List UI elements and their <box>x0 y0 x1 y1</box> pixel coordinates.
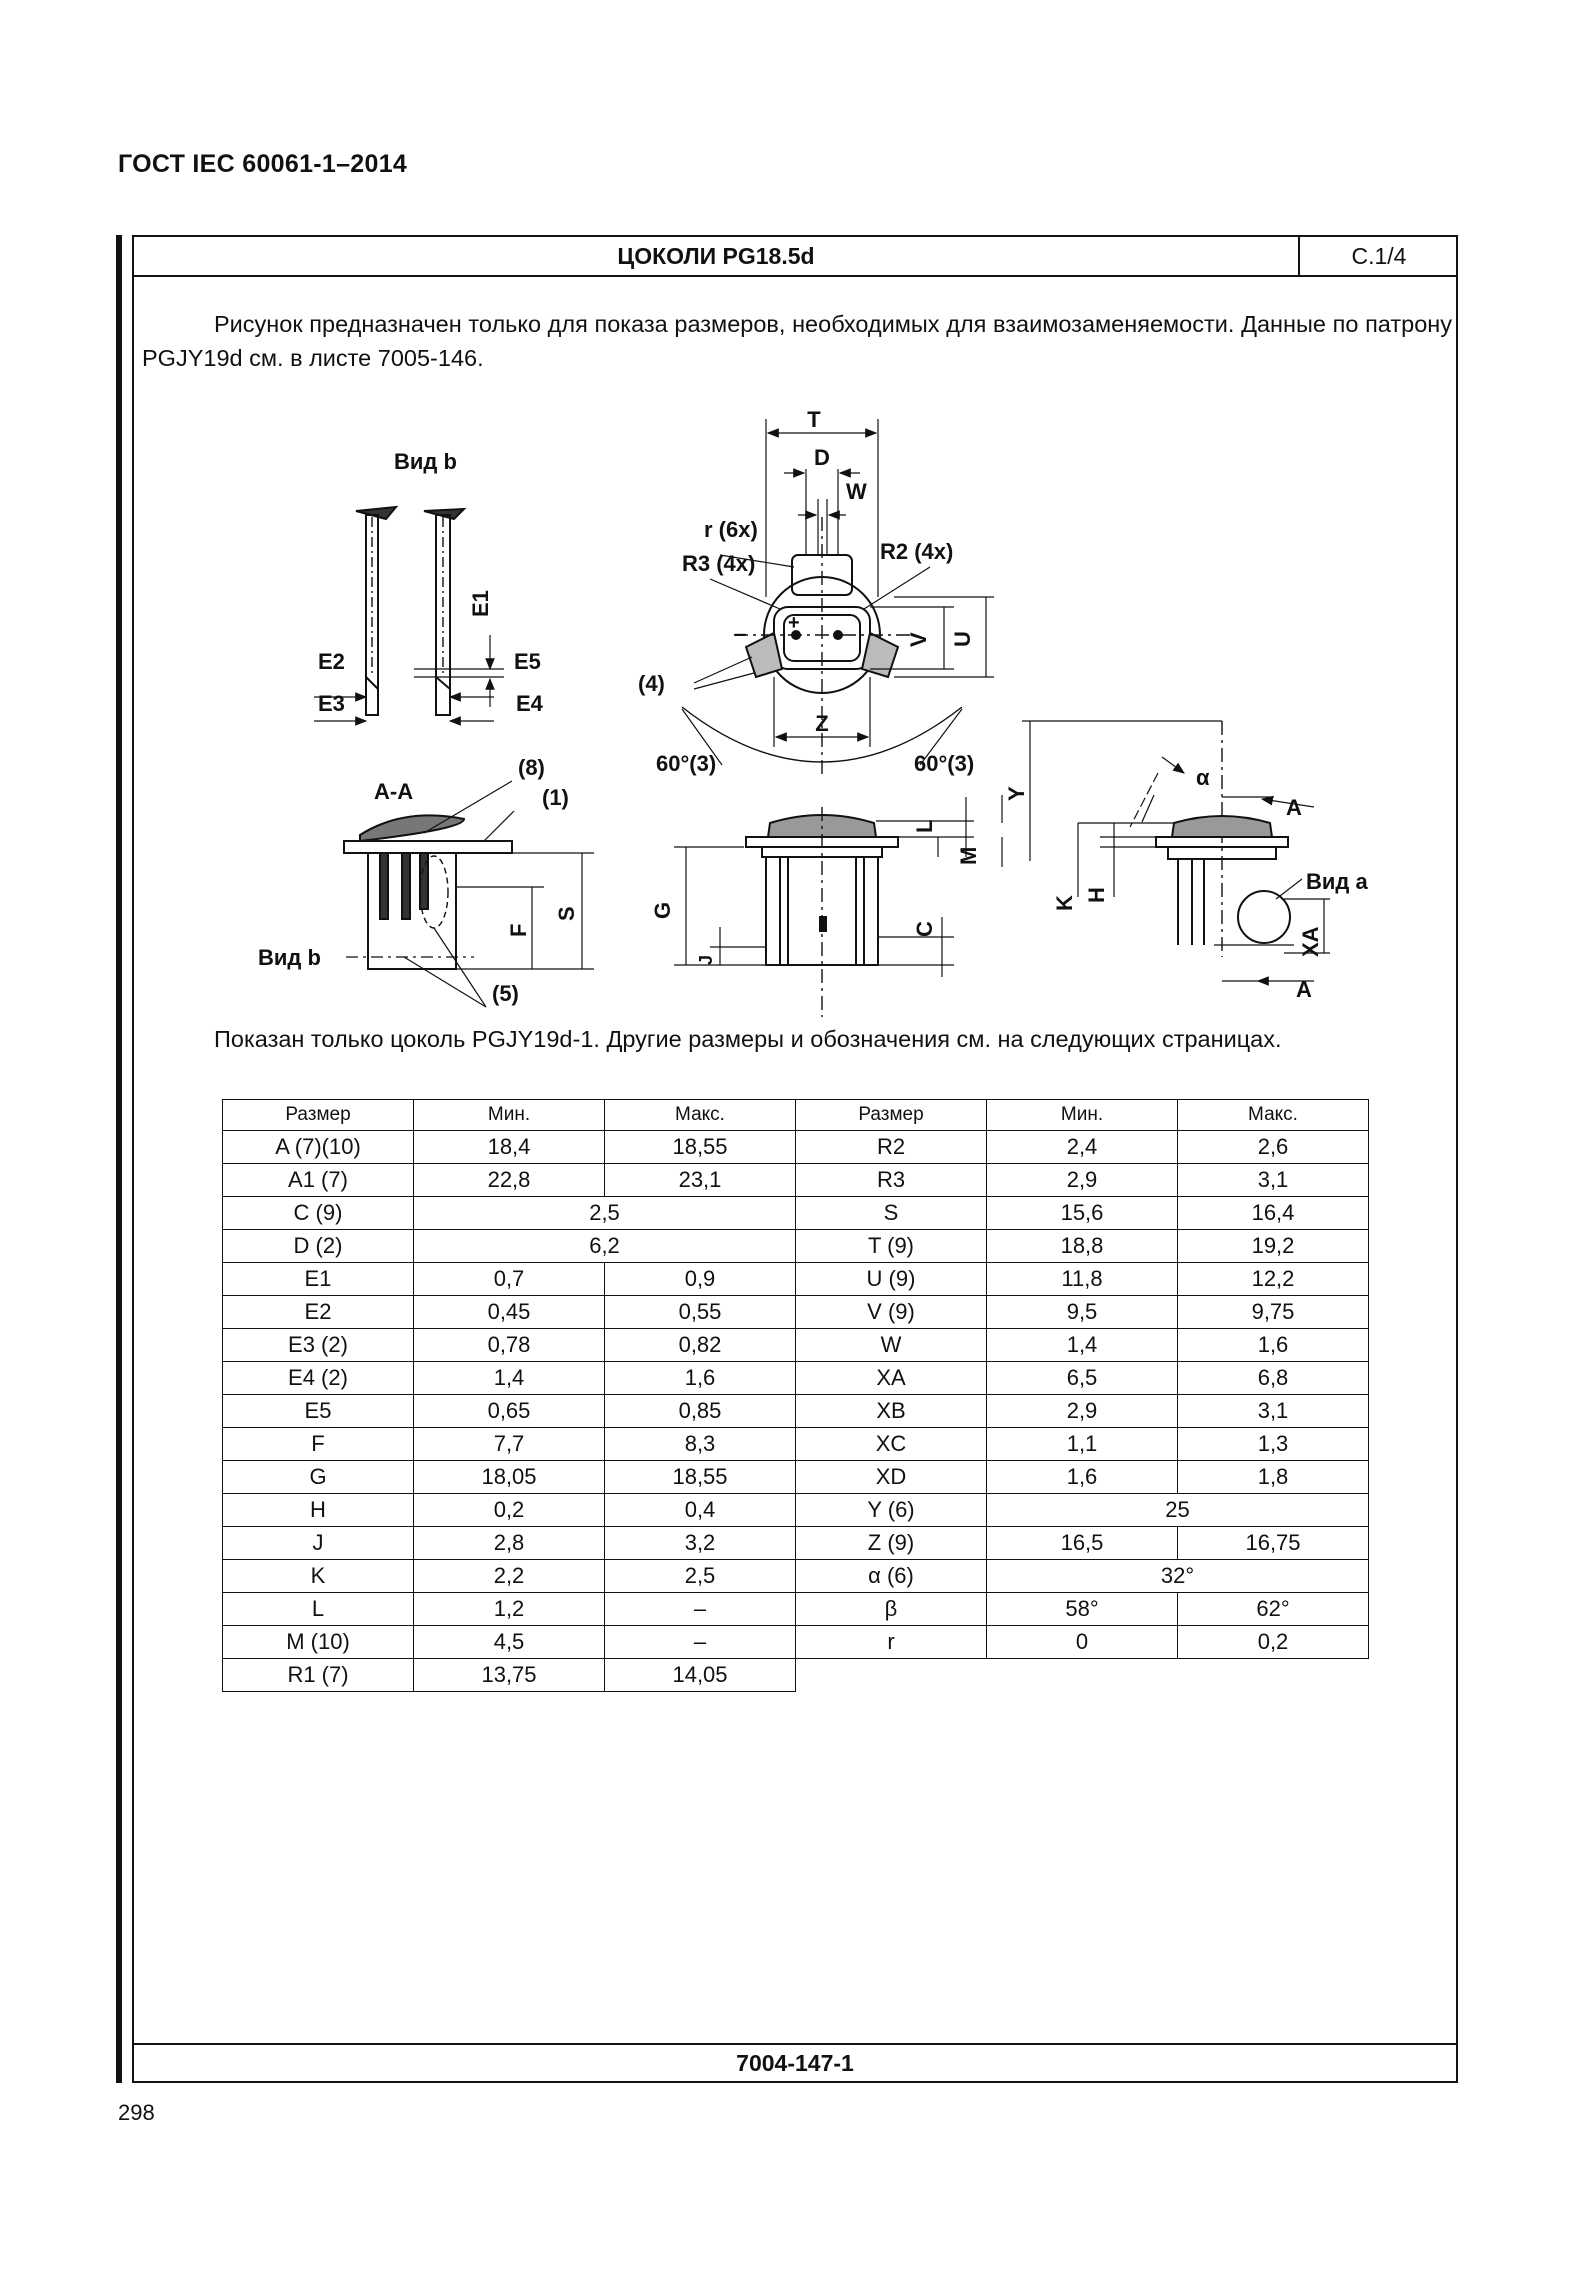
sheet-page: С.1/4 <box>1351 243 1407 269</box>
base-side-view <box>674 795 1002 1017</box>
column-header: Макс. <box>1178 1100 1369 1131</box>
cell-right: 9,75 <box>1178 1296 1369 1329</box>
cell-right: 2,9 <box>987 1395 1178 1428</box>
cell-right: 62° <box>1178 1593 1369 1626</box>
document-code: ГОСТ IEC 60061-1–2014 <box>118 150 408 178</box>
cell-left: 0,9 <box>605 1263 796 1296</box>
cell-left: 0,78 <box>414 1329 605 1362</box>
sheet-code: 7004-147-1 <box>134 2043 1456 2081</box>
cell-left: – <box>605 1626 796 1659</box>
table-row <box>223 1329 1369 1362</box>
cell-left: H <box>223 1494 414 1527</box>
cell-left: 8,3 <box>605 1428 796 1461</box>
label-60-right: 60°(3) <box>914 751 975 776</box>
cell-left: 0,55 <box>605 1296 796 1329</box>
cell-right: S <box>796 1197 987 1230</box>
cell-left: 0,4 <box>605 1494 796 1527</box>
label-60-left: 60°(3) <box>656 751 717 776</box>
cell-left: 7,7 <box>414 1428 605 1461</box>
label-8: (8) <box>518 755 545 780</box>
label-R2: R2 (4x) <box>880 539 954 564</box>
table-row <box>223 1560 1369 1593</box>
cell-left: 2,2 <box>414 1560 605 1593</box>
cell-right: 19,2 <box>1178 1230 1369 1263</box>
cell-left: C (9) <box>223 1197 414 1230</box>
table-row <box>223 1527 1369 1560</box>
cell-right: 25 <box>987 1494 1369 1527</box>
dimensions-table <box>222 1099 1369 1692</box>
cell-left: G <box>223 1461 414 1494</box>
cell-left: 1,6 <box>605 1362 796 1395</box>
cell-right: r <box>796 1626 987 1659</box>
cell-right: U (9) <box>796 1263 987 1296</box>
label-C: C <box>912 921 937 937</box>
label-H: H <box>1084 887 1109 903</box>
cell-left: 13,75 <box>414 1659 605 1692</box>
cell-left: 18,4 <box>414 1131 605 1164</box>
table-row <box>223 1659 1369 1692</box>
cell-right: 1,8 <box>1178 1461 1369 1494</box>
label-T: T <box>807 407 821 432</box>
label-D: D <box>814 445 830 470</box>
cell-left: 0,45 <box>414 1296 605 1329</box>
base-right-view <box>1022 721 1330 981</box>
table-row <box>223 1494 1369 1527</box>
label-E2: E2 <box>318 649 345 674</box>
table-row <box>223 1626 1369 1659</box>
cell-right <box>1178 1659 1369 1692</box>
label-vid-a: Вид a <box>1306 869 1368 894</box>
cell-right: V (9) <box>796 1296 987 1329</box>
cell-left: D (2) <box>223 1230 414 1263</box>
label-E4: E4 <box>516 691 543 716</box>
cell-left: – <box>605 1593 796 1626</box>
cell-left: 1,2 <box>414 1593 605 1626</box>
cell-left: 18,05 <box>414 1461 605 1494</box>
cell-left: R1 (7) <box>223 1659 414 1692</box>
label-A-top: A <box>1286 795 1302 820</box>
cell-left: E4 (2) <box>223 1362 414 1395</box>
label-K: K <box>1052 895 1077 911</box>
sheet-frame <box>132 235 1458 2083</box>
cell-right: XC <box>796 1428 987 1461</box>
cell-left: K <box>223 1560 414 1593</box>
cell-right: 2,6 <box>1178 1131 1369 1164</box>
cell-left: 0,82 <box>605 1329 796 1362</box>
cell-right: XB <box>796 1395 987 1428</box>
cell-right: 1,3 <box>1178 1428 1369 1461</box>
section-a-a <box>344 781 594 1007</box>
label-E1: E1 <box>468 590 493 617</box>
technical-drawing <box>134 237 1456 1027</box>
table-row <box>223 1428 1369 1461</box>
column-header: Макс. <box>605 1100 796 1131</box>
table-header-row <box>223 1100 1369 1131</box>
cell-right: 1,6 <box>1178 1329 1369 1362</box>
cell-left: L <box>223 1593 414 1626</box>
label-V: V <box>906 632 931 647</box>
cell-left: 23,1 <box>605 1164 796 1197</box>
cell-left: 0,65 <box>414 1395 605 1428</box>
cell-left: E2 <box>223 1296 414 1329</box>
cell-left: E3 (2) <box>223 1329 414 1362</box>
cell-right: 15,6 <box>987 1197 1178 1230</box>
label-4: (4) <box>638 671 665 696</box>
cell-right: 2,9 <box>987 1164 1178 1197</box>
label-G: G <box>650 901 675 919</box>
cell-right: 1,6 <box>987 1461 1178 1494</box>
cell-right: 3,1 <box>1178 1395 1369 1428</box>
cell-left: E5 <box>223 1395 414 1428</box>
cell-right: 16,75 <box>1178 1527 1369 1560</box>
cell-right: 58° <box>987 1593 1178 1626</box>
column-header: Размер <box>223 1100 414 1131</box>
label-W: W <box>846 479 867 504</box>
label-J: J <box>696 954 716 965</box>
drawing-labels <box>258 407 1368 1006</box>
label-Z: Z <box>815 711 829 736</box>
cell-left: J <box>223 1527 414 1560</box>
cell-left: 0,2 <box>414 1494 605 1527</box>
label-1: (1) <box>542 785 569 810</box>
cell-right: R2 <box>796 1131 987 1164</box>
cell-right: β <box>796 1593 987 1626</box>
cell-left: 3,2 <box>605 1527 796 1560</box>
cell-left: 6,2 <box>414 1230 796 1263</box>
cell-right: 16,4 <box>1178 1197 1369 1230</box>
column-header: Мин. <box>414 1100 605 1131</box>
cell-right: 6,8 <box>1178 1362 1369 1395</box>
column-header: Размер <box>796 1100 987 1131</box>
cell-right: 12,2 <box>1178 1263 1369 1296</box>
cell-right: 2,4 <box>987 1131 1178 1164</box>
cell-left: A1 (7) <box>223 1164 414 1197</box>
cell-right: 3,1 <box>1178 1164 1369 1197</box>
cell-right: XD <box>796 1461 987 1494</box>
cell-left: 4,5 <box>414 1626 605 1659</box>
label-XA: XA <box>1298 926 1323 957</box>
label-plus: + <box>788 612 800 634</box>
label-A-bottom: A <box>1296 977 1312 1002</box>
page-number: 298 <box>118 2100 155 2125</box>
cell-right: 11,8 <box>987 1263 1178 1296</box>
cell-right: 1,4 <box>987 1329 1178 1362</box>
table-row <box>223 1131 1369 1164</box>
cell-left: E1 <box>223 1263 414 1296</box>
label-vid-b-2: Вид b <box>258 945 321 970</box>
cell-left: 22,8 <box>414 1164 605 1197</box>
cell-left: A (7)(10) <box>223 1131 414 1164</box>
change-bar <box>116 235 122 2083</box>
cell-left: 18,55 <box>605 1131 796 1164</box>
cell-right: 18,8 <box>987 1230 1178 1263</box>
table-row <box>223 1593 1369 1626</box>
table-row <box>223 1395 1369 1428</box>
table-row <box>223 1197 1369 1230</box>
table-row <box>223 1164 1369 1197</box>
cell-right: 0,2 <box>1178 1626 1369 1659</box>
table-row <box>223 1362 1369 1395</box>
cell-left: F <box>223 1428 414 1461</box>
label-Y: Y <box>1004 786 1029 801</box>
cell-right: 16,5 <box>987 1527 1178 1560</box>
label-E3: E3 <box>318 691 345 716</box>
cell-right: 9,5 <box>987 1296 1178 1329</box>
note-paragraph <box>142 1022 1452 1056</box>
cell-right: R3 <box>796 1164 987 1197</box>
cell-left: M (10) <box>223 1626 414 1659</box>
cell-right: α (6) <box>796 1560 987 1593</box>
label-S: S <box>554 906 579 921</box>
cell-left: 1,4 <box>414 1362 605 1395</box>
label-L: L <box>912 819 937 833</box>
cell-left: 14,05 <box>605 1659 796 1692</box>
cell-right: 32° <box>987 1560 1369 1593</box>
label-R3: R3 (4x) <box>682 551 756 576</box>
cell-right: Y (6) <box>796 1494 987 1527</box>
label-alpha: α <box>1196 765 1210 790</box>
sheet-title: ЦОКОЛИ PG18.5d <box>134 237 1300 275</box>
cell-right <box>987 1659 1178 1692</box>
cell-left: 0,7 <box>414 1263 605 1296</box>
cell-left: 2,5 <box>414 1197 796 1230</box>
label-vid-b: Вид b <box>394 449 457 474</box>
cell-right <box>796 1659 987 1692</box>
label-E5: E5 <box>514 649 541 674</box>
note-text: Показан только цоколь PGJY19d-1. Другие размеры и обозначения см. на следующих страницах. <box>214 1026 1282 1052</box>
cell-right: 6,5 <box>987 1362 1178 1395</box>
column-header: Мин. <box>987 1100 1178 1131</box>
cell-right: 1,1 <box>987 1428 1178 1461</box>
cell-right: XA <box>796 1362 987 1395</box>
label-5: (5) <box>492 981 519 1006</box>
label-M: M <box>956 846 981 865</box>
table-row <box>223 1296 1369 1329</box>
cell-left: 0,85 <box>605 1395 796 1428</box>
label-minus: – <box>734 621 747 646</box>
cell-left: 18,55 <box>605 1461 796 1494</box>
cell-right: T (9) <box>796 1230 987 1263</box>
table-row <box>223 1230 1369 1263</box>
cell-right: 0 <box>987 1626 1178 1659</box>
cell-left: 2,8 <box>414 1527 605 1560</box>
cell-left: 2,5 <box>605 1560 796 1593</box>
label-A-A: A-A <box>374 779 414 804</box>
label-U: U <box>950 631 975 647</box>
intro-text: Рисунок предназначен только для показа размеров, необходимых для взаимозаменяемости. Данные по патрону PGJY19d см. в листе 7005-146. <box>142 311 1452 371</box>
label-r6x: r (6x) <box>704 517 758 542</box>
cell-right: W <box>796 1329 987 1362</box>
table-row <box>223 1461 1369 1494</box>
base-front-view <box>682 419 994 777</box>
cell-right: Z (9) <box>796 1527 987 1560</box>
label-F: F <box>506 923 531 937</box>
table-row <box>223 1263 1369 1296</box>
